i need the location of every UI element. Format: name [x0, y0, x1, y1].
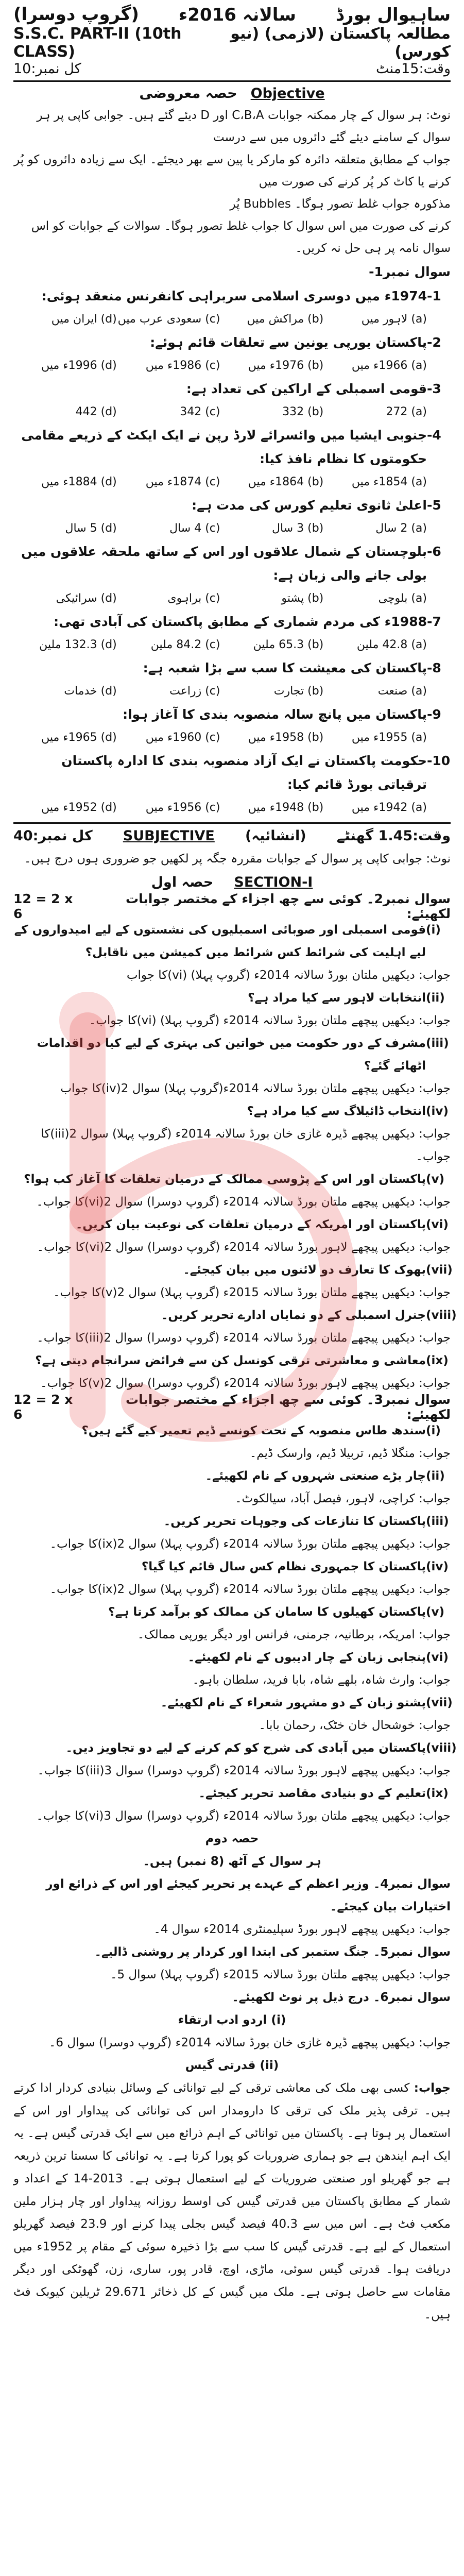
exam-year: سالانہ 2016ء: [178, 4, 296, 25]
q2-label: سوال نمبر2۔: [366, 891, 451, 906]
short-answer: [13, 1236, 451, 1259]
mcq-text: 1974ء میں دوسری اسلامی سربراہی کانفرنس منعقد ہوئی:: [41, 289, 427, 303]
short-question: [13, 1168, 451, 1191]
answer-text: جواب: وارث شاہ، بلھے شاہ، بابا فرید، سلطان باہو۔: [192, 1673, 451, 1687]
question-text: بھوک کا تعارف دو لائنوں میں بیان کیجئے۔: [183, 1263, 426, 1277]
q1-label: سوال نمبر1-: [369, 264, 451, 279]
mcq-number: -2: [427, 335, 441, 350]
answer-tail: 29.671 ٹریلین کیوبک فٹ ہیں۔: [13, 2285, 451, 2321]
mcq-text: پاکستان یورپی یونین سے تعلقات قائم ہوئے:: [150, 335, 427, 350]
question-text: جنرل اسمبلی کے دو نمایاں ادارے تحریر کریں۔: [161, 1309, 426, 1322]
mcq-options: [13, 796, 451, 819]
mcq-option: (d) 1965ء میں: [41, 731, 117, 744]
mcq-text: پاکستان میں پانچ سالہ منصوبہ بندی کا آغاز ہوا:: [123, 707, 427, 722]
note-line: نوٹ: ہر سوال کے چار ممکنہ جوابات C،B،A اور D دیئے گئے ہیں۔ جوابی کاپی پر ہر سوال کے سامنے دیئے گئے دائروں میں سے درست: [37, 109, 451, 144]
question-roman: (iii): [426, 1037, 449, 1050]
mcq-text: 1988ء کی مردم شماری کے مطابق پاکستان کی آبادی تھی:: [54, 614, 427, 629]
short-answer: [13, 1669, 451, 1691]
question-roman: (ix): [426, 1787, 449, 1800]
mcq-option: (b) 65.3 ملین: [253, 638, 324, 651]
objective-time: وقت:15منٹ: [375, 60, 451, 77]
question-text: مشرف کے دور حکومت میں خواتین کی بہتری کے لیے کیا دو اقدامات اٹھائے گئے؟: [37, 1037, 426, 1073]
question-roman: (ix): [426, 1354, 449, 1367]
mcq-text: بلوچستان کے شمال علاقوں اور اس کے ساتھ ملحقہ علاقوں میں بولی جانے والی زبان ہے:: [21, 544, 427, 583]
q2-text: کوئی سے چھ اجزاء کے مختصر جوابات لکھیئے:: [125, 891, 451, 921]
mcq-number: -10: [427, 753, 451, 768]
q5-answer: جواب: دیکھیں پیچھے ملتان بورڈ سالانہ 2015ء (گروپ پہلا) سوال 5۔: [110, 1968, 451, 1981]
question-text: انتخابات لاہور سے کیا مراد ہے؟: [248, 991, 426, 1005]
mcq-option: (b) پشتو: [281, 592, 324, 605]
mcq-question: [13, 377, 451, 401]
short-answer: [13, 1327, 451, 1349]
question-roman: (i): [426, 923, 441, 937]
q5-block: [13, 1941, 451, 1986]
mcq-number: -6: [427, 544, 441, 559]
mcq-item: [13, 540, 451, 610]
answer-text: جواب: منگلا ڈیم، تربیلا ڈیم، وارسک ڈیم۔: [249, 1447, 451, 1460]
mcq-option: (b) 1976ء میں: [248, 359, 324, 372]
mcq-option: (d) 1996ء میں: [41, 359, 117, 372]
mcq-text: پاکستان کی معیشت کا سب سے بڑا شعبہ ہے:: [143, 660, 427, 675]
mcq-number: -9: [427, 707, 441, 722]
short-question: [13, 1100, 451, 1123]
short-question: [13, 1349, 451, 1372]
short-answer: [13, 1372, 451, 1395]
mcq-question: [13, 331, 451, 354]
mcq-question: [13, 749, 451, 796]
answer-text: جواب: دیکھیں پیچھے لاہور بورڈ سالانہ 2014ء (گروپ دوسرا) سوال 2(v)کا جواب۔: [40, 1377, 451, 1390]
question-roman: (v): [426, 1173, 445, 1186]
answer-text: جواب: دیکھیں پیچھے ملتان بورڈ سالانہ 2014ء (گروپ پہلا) (vi)کا جواب۔: [89, 1014, 451, 1027]
mcq-option: (d) ایران میں: [51, 313, 117, 326]
mcq-option: (d) 5 سال: [65, 522, 117, 535]
short-answer: [13, 1714, 451, 1737]
question-text: پاکستان اور اس کے پڑوسی ممالک کے درمیان تعلقات کا آغاز کب ہوا؟: [24, 1173, 426, 1186]
mcq-option: (d) 1884ء میں: [41, 476, 117, 488]
short-answer: [13, 1533, 451, 1555]
question-roman: (viii): [426, 1309, 457, 1322]
mcq-question: [13, 703, 451, 726]
question-roman: (vi): [426, 1218, 449, 1231]
mcq-option: (a) 1854ء میں: [351, 476, 427, 488]
note-line: جواب کے مطابق متعلقہ دائرہ کو مارکر یا پین سے بھر دیجئے۔ ایک سے زیادہ دائروں کو پُر کرنے یا کاٹ کر پُر کرنے کی صورت میں: [14, 153, 451, 189]
mcq-item: [13, 703, 451, 749]
q6-part-i-answer: جواب: دیکھیں پیچھے ڈیرہ غازی خان بورڈ سالانہ 2014ء (گروپ دوسرا) سوال 6۔: [48, 2036, 451, 2049]
q6-part-i: (i) اردو ادب ارتقاء: [178, 2013, 286, 2027]
answer-text: جواب: امریکہ، برطانیہ، جرمنی، فرانس اور دیگر یورپی ممالک۔: [137, 1628, 451, 1641]
question-roman: (iv): [426, 1560, 449, 1573]
q6-label: سوال نمبر6۔: [373, 1991, 451, 2004]
mcq-options: [13, 680, 451, 703]
mcq-item: [13, 610, 451, 656]
answer-text: جواب: کراچی، لاہور، فیصل آباد، سیالکوٹ۔: [235, 1492, 451, 1505]
mcq-list: [13, 284, 451, 819]
mcq-question: [13, 656, 451, 680]
mcq-options: [13, 308, 451, 331]
mcq-item: [13, 749, 451, 819]
question-text: پنجابی زبان کے چار ادیبوں کے نام لکھیئے۔: [187, 1651, 426, 1664]
mcq-option: (c) 1874ء میں: [145, 476, 220, 488]
question-text: پشتو زبان کے دو مشہور شعراء کے نام لکھیئے۔: [160, 1696, 426, 1709]
mcq-option: (b) 3 سال: [271, 522, 324, 535]
question-text: معاشی و معاشرتی ترقی کونسل کن سے فرائض سرانجام دیتی ہے؟: [35, 1354, 426, 1367]
objective-note: [13, 105, 451, 260]
mcq-option: (a) 1942ء میں: [351, 801, 427, 814]
question-roman: (ii): [426, 1469, 445, 1483]
short-answer: [13, 1578, 451, 1601]
question-text: تعلیم کے دو بنیادی مقاصد تحریر کیجئے۔: [198, 1787, 426, 1800]
mcq-number: -3: [427, 381, 441, 396]
question-roman: (viii): [426, 1741, 457, 1755]
mcq-number: -5: [427, 498, 441, 513]
note-line: کرنے کی صورت میں اس سوال کا جواب غلط تصور ہوگا۔ سوالات کے جوابات کو اس سوال نامہ پر ہی حل نہ کریں۔: [31, 219, 451, 255]
subjective-header: [13, 824, 451, 848]
mcq-option: (b) مراکش میں: [247, 313, 324, 326]
answer-text: جواب: دیکھیں پیچھے لاہور بورڈ سالانہ 2014ء (گروپ دوسرا) سوال 2(vi)کا جواب۔: [37, 1241, 451, 1254]
question-text: چار بڑے صنعتی شہروں کے نام لکھیئے۔: [205, 1469, 426, 1483]
subjective-marks: کل نمبر:40: [13, 827, 93, 844]
mcq-options: [13, 726, 451, 749]
q6-part-ii: (ii) قدرتی گیس: [185, 2059, 279, 2072]
mcq-item: [13, 423, 451, 494]
answer-text: جواب: دیکھیں پیچھے ڈیرہ غازی خان بورڈ سالانہ 2014ء (گروپ پہلا) سوال 2(iii)کا جواب۔: [41, 1127, 451, 1163]
mcq-option: (a) لاہور میں: [361, 313, 427, 326]
mcq-option: (d) 132.3 ملین: [39, 638, 117, 651]
mcq-option: (a) 42.8 ملین: [356, 638, 427, 651]
q5-label: سوال نمبر5۔: [373, 1945, 451, 1959]
question-text: پاکستان اور امریکہ کے درمیان تعلقات کی نوعیت بیان کریں۔: [75, 1218, 426, 1231]
mcq-question: [13, 423, 451, 471]
subjective-title-en: SUBJECTIVE: [123, 827, 215, 844]
q4-block: [13, 1873, 451, 1941]
short-answer: [13, 964, 451, 987]
objective-title-en: Objective: [250, 85, 325, 101]
objective-marks: کل نمبر:10: [13, 60, 81, 77]
mcq-text: حکومت پاکستان نے ایک آزاد منصوبہ بندی کا ادارہ پاکستان ترقیاتی بورڈ قائم کیا:: [61, 753, 427, 792]
answer-text: جواب: دیکھیں پیچھے ملتان بورڈ سالانہ 2014ء (گروپ دوسرا) سوال 2(vi)کا جواب۔: [36, 1195, 451, 1209]
class-name: S.S.C. PART-II (10th CLASS): [13, 25, 182, 61]
mcq-option: (c) 4 سال: [169, 522, 220, 535]
short-question: [13, 919, 451, 964]
section2-title: [13, 1827, 451, 1873]
mcq-option: (a) 272: [386, 405, 427, 418]
mcq-number: -7: [427, 614, 441, 629]
mcq-option: (c) 1960ء میں: [145, 731, 220, 744]
q3-label: سوال نمبر3۔: [366, 1392, 451, 1407]
q3-marks: 12 = 2 x 6: [13, 1392, 73, 1422]
answer-text: جواب: دیکھیں پیچھے ملتان بورڈ سالانہ 2014ء (گروپ دوسرا) سوال 2(iii)کا جواب۔: [37, 1331, 451, 1345]
short-answer: [13, 1191, 451, 1213]
mcq-item: [13, 494, 451, 540]
mcq-question: [13, 540, 451, 587]
q6-part-ii-answer: [13, 2077, 451, 2326]
mcq-question: [13, 284, 451, 308]
mcq-option: (a) 2 سال: [375, 522, 427, 535]
question-roman: (vii): [426, 1696, 453, 1709]
mcq-options: [13, 517, 451, 540]
question-text: سندھ طاس منصوبہ کے تحت کونسے ڈیم تعمیر کیے گئے ہیں؟: [81, 1424, 426, 1437]
q2-list: [13, 919, 457, 1395]
mcq-option: (d) سرائیکی: [56, 592, 117, 605]
section2-text: ہر سوال کے آٹھ (8 نمبر) ہیں۔: [143, 1855, 321, 1868]
mcq-question: [13, 494, 451, 517]
q6-text: درج ذیل پر نوٹ لکھیئے۔: [232, 1991, 369, 2004]
q6-block: [13, 1986, 451, 2077]
mcq-item: [13, 284, 451, 331]
mcq-option: (c) 1986ء میں: [145, 359, 220, 372]
mcq-option: (d) 442: [75, 405, 117, 418]
mcq-option: (b) تجارت: [273, 685, 324, 698]
subjective-time: وقت:1.45 گھنٹے: [336, 827, 451, 844]
short-question: [13, 1304, 457, 1327]
answer-text: جواب: دیکھیں پیچھے ملتان بورڈ سالانہ 2015ء (گروپ پہلا) سوال 2(v)کا جواب۔: [53, 1286, 451, 1299]
mcq-option: (a) 1966ء میں: [351, 359, 427, 372]
q3-list: [13, 1419, 457, 1827]
mcq-option: (b) 332: [282, 405, 324, 418]
mcq-option: (b) 1948ء میں: [248, 801, 324, 814]
mcq-option: (d) خدمات: [64, 685, 117, 698]
answer-text: جواب: دیکھیں پیچھے ملتان بورڈ سالانہ 2014ء (گروپ پہلا) سوال 2(ix)کا جواب۔: [49, 1583, 451, 1596]
mcq-number: -1: [427, 289, 441, 303]
note-line: مذکورہ جواب غلط تصور ہوگا۔ Bubbles پُر: [230, 197, 451, 211]
section1-en: SECTION-I: [234, 874, 313, 890]
short-answer: [13, 1442, 451, 1465]
question-text: پاکستان کا تنازعات کی وجوہات تحریر کریں۔: [163, 1515, 426, 1528]
mcq-option: (a) صنعت: [377, 685, 427, 698]
question-text: پاکستان کھیلوں کا سامان کن ممالک کو برآمد کرتا ہے؟: [108, 1605, 426, 1619]
short-question: [13, 1646, 451, 1669]
objective-title-ur: حصہ معروضی: [139, 85, 237, 101]
short-question: [13, 1259, 451, 1281]
answer-text: جواب: خوشحال خان خٹک، رحمان بابا۔: [259, 1719, 451, 1732]
short-question: [13, 987, 451, 1009]
short-question: [13, 1419, 451, 1442]
mcq-option: (c) 1956ء میں: [145, 801, 220, 814]
question-text: انتخاب ڈائیلاگ سے کیا مراد ہے؟: [247, 1105, 426, 1118]
board-name: ساہیوال بورڈ: [335, 4, 451, 25]
mcq-option: (d) 1952ء میں: [41, 801, 117, 814]
section1-ur: حصہ اول: [151, 874, 214, 890]
short-question: [13, 1213, 451, 1236]
objective-title: [13, 82, 451, 105]
group-label: (گروپ دوسرا): [13, 4, 139, 25]
header-row-2: [13, 25, 451, 61]
short-question: [13, 1691, 451, 1714]
mcq-option: (a) 1955ء میں: [351, 731, 427, 744]
mcq-item: [13, 377, 451, 423]
mcq-option: (c) براہوی: [167, 592, 220, 605]
mcq-option: (c) زراعت: [169, 685, 220, 698]
short-question: [13, 1510, 451, 1533]
q5-text: جنگ ستمبر کی ابتدا اور کردار پر روشنی ڈالیے۔: [94, 1945, 369, 1959]
q2-marks: 12 = 2 x 6: [13, 891, 73, 921]
short-answer: [13, 1805, 451, 1827]
short-question: [13, 1737, 457, 1759]
mcq-option: (c) 84.2 ملین: [150, 638, 220, 651]
mcq-item: [13, 331, 451, 377]
question-text: پاکستان کا جمہوری نظام کس سال قائم کیا گیا؟: [141, 1560, 426, 1573]
mcq-text: اعلیٰ ثانوی تعلیم کورس کی مدت ہے:: [192, 498, 427, 513]
short-question: [13, 1601, 451, 1623]
question-roman: (ii): [426, 991, 445, 1005]
mcq-option: (b) 1958ء میں: [248, 731, 324, 744]
short-question: [13, 1465, 451, 1487]
q4-answer: جواب: دیکھیں پیچھے لاہور بورڈ سپلیمنٹری 2014ء سوال 4۔: [153, 1923, 451, 1936]
short-answer: [13, 1077, 451, 1100]
short-answer: [13, 1123, 451, 1168]
answer-text: جواب: دیکھیں ملتان بورڈ سالانہ 2014ء (گروپ پہلا) (vi)کا جواب: [126, 969, 451, 982]
question-roman: (vi): [426, 1651, 449, 1664]
short-answer: [13, 1009, 451, 1032]
q4-label: سوال نمبر4۔: [373, 1877, 451, 1891]
mcq-text: قومی اسمبلی کے اراکین کی تعداد ہے:: [186, 381, 427, 396]
mcq-item: [13, 656, 451, 703]
mcq-options: [13, 471, 451, 494]
question-text: قومی اسمبلی اور صوبائی اسمبلیوں کی نشستوں کے لیے امیدواروں کے لیے اہلیت کی شرائط کس شرائط میں کمیشن میں ناقابل؟: [14, 923, 426, 959]
question-text: پاکستان میں آبادی کی شرح کو کم کرنے کے لیے دو تجاویز دیں۔: [65, 1741, 426, 1755]
answer-text: جواب: دیکھیں پیچھے ملتان بورڈ سالانہ 2014ء(گروپ پہلا) سوال 2(iv)کا جواب: [60, 1082, 451, 1095]
mcq-question: [13, 610, 451, 634]
short-answer: [13, 1487, 451, 1510]
section1-title: [13, 870, 451, 894]
short-question: [13, 1032, 451, 1077]
subjective-note: نوٹ: جوابی کاپی پر سوال کے جوابات مقررہ جگہ پر لکھیں جو ضروری ہوں درج ہیں۔: [24, 852, 451, 866]
q3-heading: [13, 1392, 451, 1422]
answer-text: جواب: دیکھیں پیچھے ملتان بورڈ سالانہ 2014ء (گروپ پہلا) سوال 2(ix)کا جواب۔: [49, 1537, 451, 1551]
short-answer: [13, 1759, 451, 1782]
mcq-option: (b) 1864ء میں: [248, 476, 324, 488]
question-roman: (iv): [426, 1105, 449, 1118]
mcq-option: (c) سعودی عرب میں: [117, 313, 220, 326]
mcq-options: [13, 587, 451, 610]
mcq-number: -4: [427, 428, 441, 443]
mcq-number: -8: [427, 660, 441, 675]
short-answer: [13, 1281, 451, 1304]
mcq-option: (c) 342: [180, 405, 220, 418]
q4-text: وزیر اعظم کے عہدے پر تحریر کیجئے اور اس کے ذرائع اور اختیارات بیان کیجئے۔: [46, 1877, 451, 1913]
mcq-text: جنوبی ایشیا میں وائسرائے لارڈ رپن نے ایک ایکٹ کے ذریعے مقامی حکومتوں کا نظام نافذ کیا:: [21, 428, 427, 466]
section2-ur: حصہ دوم: [205, 1832, 259, 1845]
question-roman: (v): [426, 1605, 445, 1619]
mcq-options: [13, 634, 451, 656]
question-roman: (i): [426, 1424, 441, 1437]
mcq-options: [13, 354, 451, 377]
short-question: [13, 1782, 451, 1805]
short-question: [13, 1555, 451, 1578]
q2-heading: [13, 891, 451, 921]
q3-text: کوئی سے چھ اجزاء کے مختصر جوابات لکھیئے:: [125, 1392, 451, 1422]
subjective-title-ur: (انشائیہ): [245, 827, 306, 844]
question-roman: (iii): [426, 1515, 449, 1528]
short-answer: [13, 1623, 451, 1646]
question-roman: (vii): [426, 1263, 453, 1277]
subject-name: مطالعہ پاکستان (لازمی) (نیو کورس): [230, 25, 451, 61]
answer-text: جواب: دیکھیں پیچھے ملتان بورڈ سالانہ 2014ء (گروپ دوسرا) سوال 3(vi)کا جواب۔: [36, 1809, 451, 1823]
answer-text: کسی بھی ملک کی معاشی ترقی کے لیے توانائی کے وسائل بنیادی کردار ادا کرتے ہیں۔ ترقی پذیر ملک کی ترقی کا دارومدار اس کی توانائی کی پیداوار اور اس کے استعمال پر ہوتا ہے۔ پاکستان میں توانائی کے اہم ذرائع میں سے ایک قدرتی گیس ہے۔ یہ ایک اہم ایندھن ہے جو ہماری ضروریات کو پورا کرتا ہے۔ یہ توانائی کا سستا ترین ذریعہ ہے جو گھریلو اور صنعتی ضروریات کے لیے استعمال ہوتی ہے۔ 2013-14 کے اعداد و شمار کے مطابق پاکستان میں قدرتی گیس کی اوسط روزانہ پیداوار اور چار ہزار ملین مکعب فٹ ہے۔ اس میں سے 40.3 فیصد گیس بجلی پیدا کرنے اور 23.9 فیصد گھریلو استعمال کے لیے ہے۔ قدرتی گیس کا سب سے بڑا ذخیرہ سوئی کے مقام پر 1952ء میں دریافت ہوا۔ قدرتی گیس سوئی، ماڑی، اوچ، قادر پور، ساری، زن، گھوٹکی اور دیگر مقامات سے حاصل ہوتی ہے۔ ملک میں گیس کے کل ذخائر: [13, 2081, 451, 2299]
mcq-option: (a) بلوچی: [378, 592, 427, 605]
answer-text: جواب: دیکھیں پیچھے لاہور بورڈ سالانہ 2014ء (گروپ دوسرا) سوال 3(iii)کا جواب۔: [37, 1764, 451, 1777]
answer-label: جواب:: [414, 2081, 451, 2095]
mcq-options: [13, 401, 451, 423]
